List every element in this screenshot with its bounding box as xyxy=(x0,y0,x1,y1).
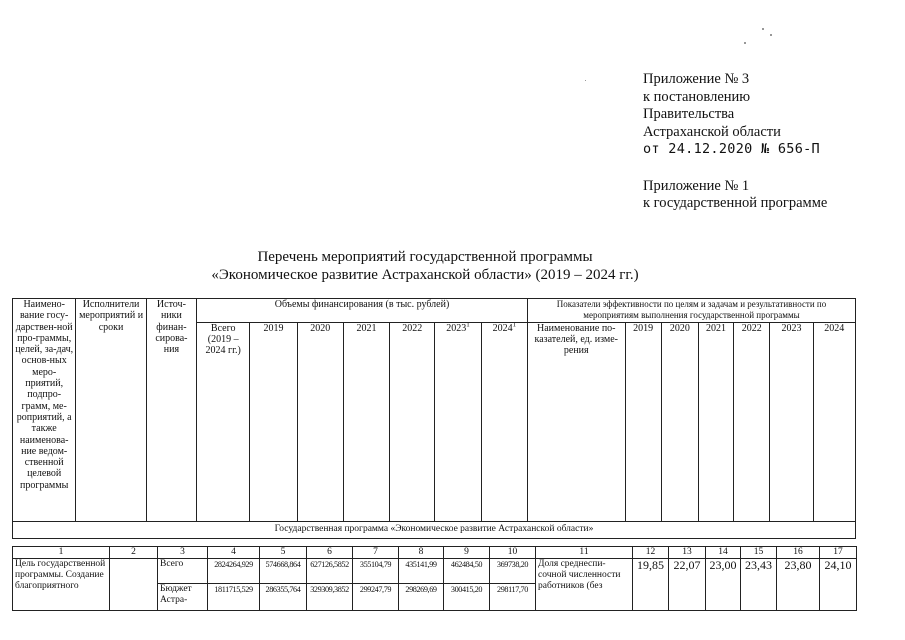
header-indicator-year: 2024 xyxy=(813,322,855,521)
source-cell: Всего xyxy=(158,559,208,584)
header-indicator-year: 2021 xyxy=(698,322,733,521)
header-year: 2021 xyxy=(343,322,389,521)
column-number: 7 xyxy=(353,547,399,559)
column-number: 1 xyxy=(13,547,110,559)
annex-line: Приложение № 1 xyxy=(643,177,750,194)
value-cell: 1811715,529 xyxy=(208,584,260,611)
source-cell: Бюджет Астра- xyxy=(158,584,208,611)
header-indicator-year: 2023 xyxy=(770,322,813,521)
header-sources: Источ-ники финан-сирова-ния xyxy=(146,299,196,522)
annex-line: к государственной программе xyxy=(643,195,828,211)
indicator-value-cell: 23,00 xyxy=(706,559,741,611)
indicator-name-cell: Доля среднеспи-сочной численности работников (без xyxy=(536,559,633,611)
column-number: 2 xyxy=(110,547,158,559)
indicator-value-cell: 24,10 xyxy=(820,559,857,611)
annex-line: Правительства xyxy=(643,106,735,122)
indicator-value-cell: 22,07 xyxy=(669,559,706,611)
value-cell: 286355,764 xyxy=(260,584,307,611)
scan-speck xyxy=(585,80,586,81)
header-indicator-year: 2020 xyxy=(661,322,698,521)
executor-cell xyxy=(110,559,158,611)
header-indicator-year: 2022 xyxy=(734,322,770,521)
scan-speck xyxy=(770,34,772,36)
header-program-name: Наимено-вание госу-дарствен-ной про-граммы, целей, за-дач, основ-ных меро-приятий, подпро-грамм, ме-роприятий, а также наименова-ние ведом-ственной целевой программы xyxy=(13,299,76,522)
scan-speck xyxy=(744,42,746,44)
value-cell: 329309,3852 xyxy=(307,584,353,611)
column-number-row xyxy=(13,547,857,559)
header-executors: Исполнители мероприятий и сроки xyxy=(76,299,146,522)
indicator-value-cell: 23,80 xyxy=(777,559,820,611)
column-number: 9 xyxy=(444,547,490,559)
header-indicator-year: 2019 xyxy=(625,322,661,521)
scan-speck xyxy=(762,28,764,30)
annex-line: Астраханской области xyxy=(643,123,781,140)
column-number: 12 xyxy=(633,547,669,559)
table-row xyxy=(13,559,857,584)
value-cell: 300415,20 xyxy=(444,584,490,611)
header-indicators-group: Показатели эффективности по целям и задачам и результативности по мероприятиям выполнения государственной программы xyxy=(527,299,855,323)
column-number: 3 xyxy=(158,547,208,559)
annex-line: Приложение № 3 xyxy=(643,71,750,87)
value-cell: 355104,79 xyxy=(353,559,399,584)
document-title xyxy=(0,248,850,284)
value-cell: 627126,5852 xyxy=(307,559,353,584)
header-total: Всего (2019 – 2024 гг.) xyxy=(197,322,250,521)
indicator-value-cell: 23,43 xyxy=(741,559,777,611)
header-year: 2020 xyxy=(297,322,343,521)
goal-name-cell: Цель государственной программы. Создание благоприятного xyxy=(13,559,110,611)
header-year: 2022 xyxy=(390,322,435,521)
value-cell: 298117,70 xyxy=(490,584,536,611)
program-title-row: Государственная программа «Экономическое развитие Астраханской области» xyxy=(13,522,856,539)
approval-annex xyxy=(643,71,827,213)
column-number: 6 xyxy=(307,547,353,559)
value-cell: 299247,79 xyxy=(353,584,399,611)
column-number: 13 xyxy=(669,547,706,559)
value-cell: 2824264,929 xyxy=(208,559,260,584)
column-number: 17 xyxy=(820,547,857,559)
header-funding-group: Объемы финансирования (в тыс. рублей) xyxy=(197,299,528,323)
value-cell: 298269,69 xyxy=(399,584,444,611)
header-year: 2019 xyxy=(250,322,297,521)
indicator-value-cell: 19,85 xyxy=(633,559,669,611)
title-line-2: «Экономическое развитие Астраханской области» (2019 – 2024 гг.) xyxy=(211,267,639,283)
value-cell: 462484,50 xyxy=(444,559,490,584)
column-number: 14 xyxy=(706,547,741,559)
value-cell: 369738,20 xyxy=(490,559,536,584)
header-year: 2024$^1$ xyxy=(481,322,527,521)
column-number: 15 xyxy=(741,547,777,559)
measures-body-table xyxy=(12,546,857,611)
value-cell: 574668,864 xyxy=(260,559,307,584)
column-number: 10 xyxy=(490,547,536,559)
column-number: 8 xyxy=(399,547,444,559)
header-year: 2023$^1$ xyxy=(435,322,481,521)
title-line-1: Перечень мероприятий государственной программы xyxy=(257,249,593,265)
column-number: 5 xyxy=(260,547,307,559)
measures-header-table xyxy=(12,298,856,539)
value-cell: 435141,99 xyxy=(399,559,444,584)
annex-line: к постановлению xyxy=(643,88,751,105)
header-indicator-name: Наименование по-казателей, ед. изме-рения xyxy=(527,322,625,521)
column-number: 4 xyxy=(208,547,260,559)
column-number: 16 xyxy=(777,547,820,559)
column-number: 11 xyxy=(536,547,633,559)
decree-date: от 24.12.2020 № 656-П xyxy=(643,141,820,157)
